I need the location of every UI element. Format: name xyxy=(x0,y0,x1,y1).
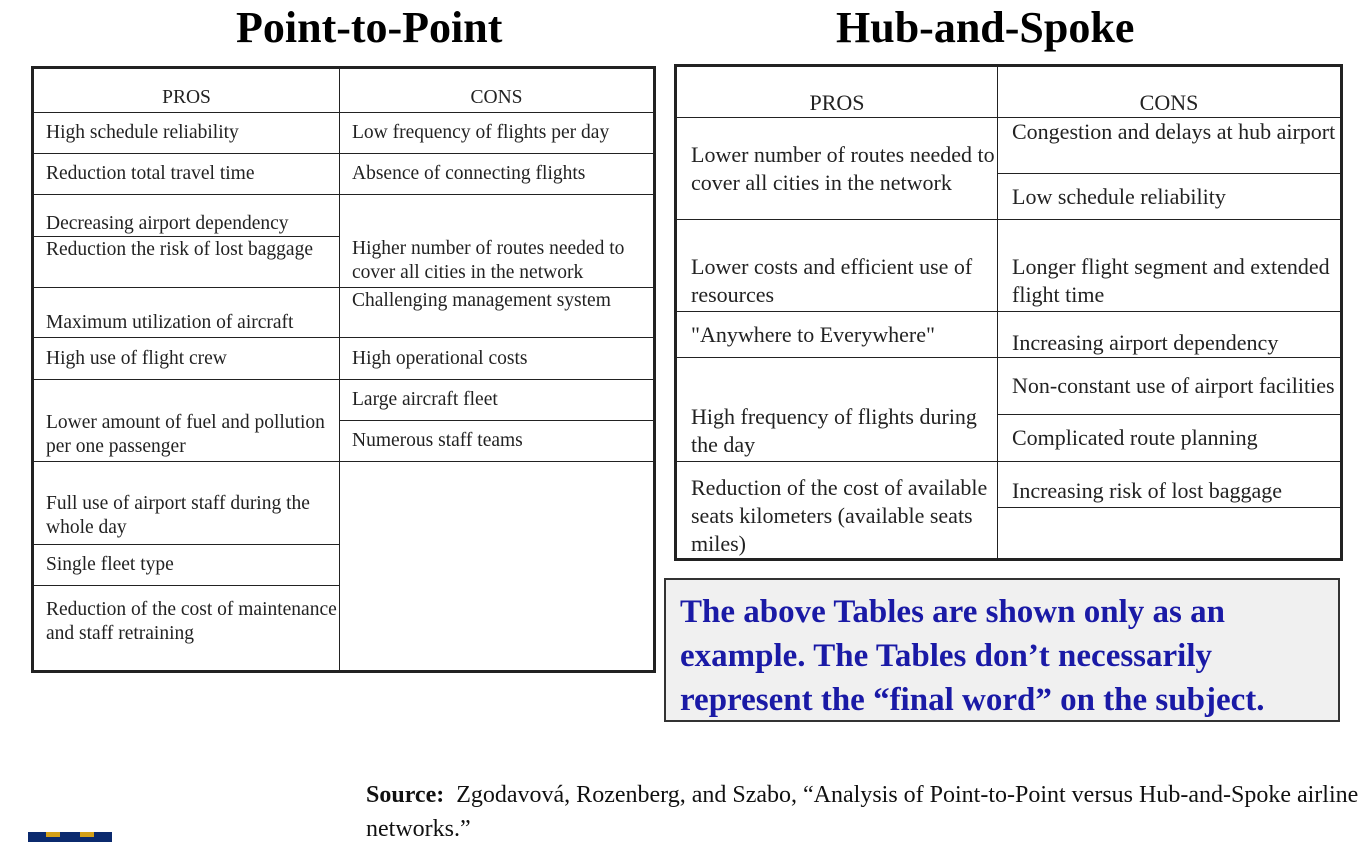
hs-con-cell: Complicated route planning xyxy=(998,415,1342,462)
hs-con-cell: Non-constant use of airport facilities xyxy=(998,358,1342,415)
ptp-pro-cell: High schedule reliability xyxy=(33,113,340,154)
hub-and-spoke-table xyxy=(674,64,1343,561)
ptp-con-cell: Large aircraft fleet xyxy=(340,380,655,421)
ptp-cons-header: CONS xyxy=(340,68,655,113)
ptp-pro-cell: Single fleet type xyxy=(33,545,340,586)
ptp-pro-cell: Reduction of the cost of maintenance and staff retraining xyxy=(33,586,340,672)
source-label: Source: xyxy=(366,782,445,808)
ptp-con-cell: Numerous staff teams xyxy=(340,421,655,462)
ptp-con-cell: Higher number of routes needed to cover all cities in the network xyxy=(340,195,655,288)
hs-cons-header: CONS xyxy=(998,66,1342,118)
ptp-con-cell: Challenging management system xyxy=(340,288,655,338)
hs-con-cell: Longer flight segment and extended flight time xyxy=(998,220,1342,312)
hs-con-cell: Increasing risk of lost baggage xyxy=(998,462,1342,508)
ptp-pro-cell: High use of flight crew xyxy=(33,338,340,380)
hs-con-cell: Low schedule reliability xyxy=(998,174,1342,220)
hs-pro-cell: Lower number of routes needed to cover all cities in the network xyxy=(676,118,998,220)
ptp-pros-header: PROS xyxy=(33,68,340,113)
logo-stripe xyxy=(46,832,60,837)
university-logo xyxy=(28,832,112,842)
point-to-point-table xyxy=(31,66,656,673)
hs-con-cell: Increasing airport dependency xyxy=(998,312,1342,358)
ptp-con-cell: Low frequency of flights per day xyxy=(340,113,655,154)
ptp-pro-cell: Reduction total travel time xyxy=(33,154,340,195)
hs-pro-cell: "Anywhere to Everywhere" xyxy=(676,312,998,358)
hub-and-spoke-title: Hub-and-Spoke xyxy=(836,3,1135,52)
hs-pro-cell: High frequency of flights during the day xyxy=(676,358,998,462)
ptp-pro-cell: Decreasing airport dependency xyxy=(33,195,340,237)
hs-pros-header: PROS xyxy=(676,66,998,118)
ptp-con-cell: High operational costs xyxy=(340,338,655,380)
ptp-con-empty-cell xyxy=(340,462,655,672)
point-to-point-title: Point-to-Point xyxy=(236,3,503,52)
source-citation xyxy=(366,778,1366,846)
source-text: Zgodavová, Rozenberg, and Szabo, “Analysis of Point-to-Point versus Hub-and-Spoke airline networks.” xyxy=(366,782,1359,842)
ptp-pro-cell: Lower amount of fuel and pollution per one passenger xyxy=(33,380,340,462)
ptp-pro-cell: Maximum utilization of aircraft xyxy=(33,288,340,338)
ptp-con-cell: Absence of connecting flights xyxy=(340,154,655,195)
hs-con-cell: Congestion and delays at hub airport xyxy=(998,118,1342,174)
hs-con-empty-cell xyxy=(998,508,1342,560)
ptp-pro-cell: Full use of airport staff during the whole day xyxy=(33,462,340,545)
logo-stripe xyxy=(80,832,94,837)
ptp-pro-cell: Reduction the risk of lost baggage xyxy=(33,237,340,288)
hs-pro-cell: Lower costs and efficient use of resources xyxy=(676,220,998,312)
hs-pro-cell: Reduction of the cost of available seats kilometers (available seats miles) xyxy=(676,462,998,560)
disclaimer-note: The above Tables are shown only as an example. The Tables don’t necessarily represent the “final word” on the subject. xyxy=(664,578,1340,722)
